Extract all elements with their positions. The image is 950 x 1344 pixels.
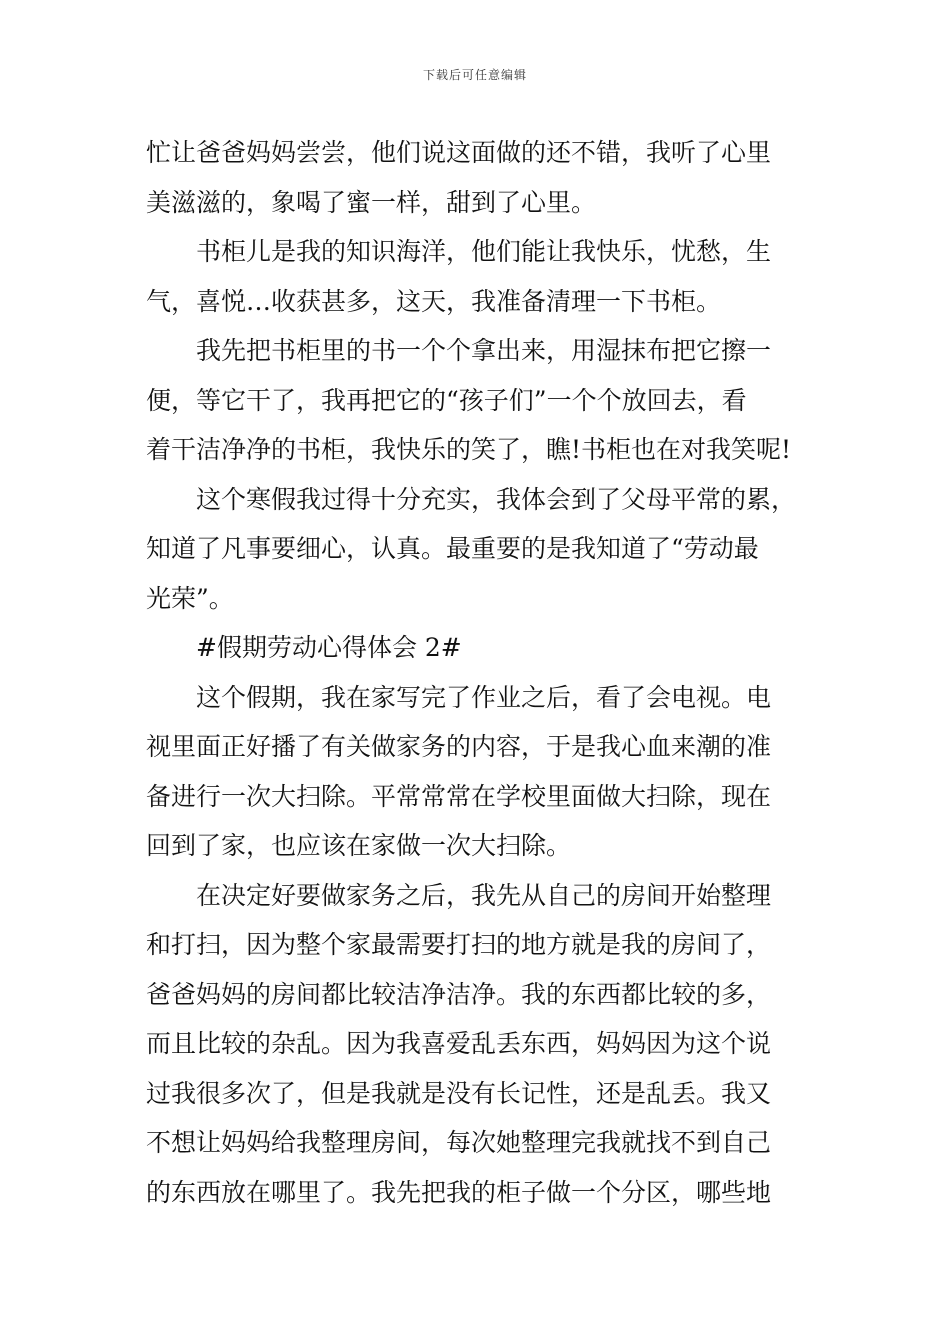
text-line: 忙让爸爸妈妈尝尝，他们说这面做的还不错，我听了心里 xyxy=(146,138,772,167)
document-body xyxy=(146,128,811,1217)
page-header-note: 下载后可任意编辑 xyxy=(422,68,527,82)
text-line: 的东西放在哪里了。我先把我的柜子做一个分区，哪些地 xyxy=(146,1177,772,1207)
text-line: 这个假期，我在家写完了作业之后，看了会电视。电 xyxy=(196,682,772,712)
text-line: 着干洁净净的书柜，我快乐的笑了，瞧!书柜也在对我笑呢! xyxy=(146,435,792,464)
text-line: 便，等它干了，我再把它的“孩子们”一个个放回去，看 xyxy=(146,385,747,415)
text-line: 这个寒假我过得十分充实，我体会到了父母平常的累， xyxy=(196,484,797,514)
text-line: 我先把书柜里的书一个个拿出来，用湿抹布把它擦一 xyxy=(196,336,772,365)
text-line: 过我很多次了，但是我就是没有长记性，还是乱丢。我又 xyxy=(146,1078,772,1108)
text-line: 爸爸妈妈的房间都比较洁净洁净。我的东西都比较的多， xyxy=(146,979,772,1009)
text-line: 视里面正好播了有关做家务的内容，于是我心血来潮的准 xyxy=(146,732,772,761)
text-line: 美滋滋的，象喝了蜜一样，甜到了心里。 xyxy=(146,187,597,217)
text-line: 书柜儿是我的知识海洋，他们能让我快乐，忧愁，生 xyxy=(196,237,772,266)
text-line: 回到了家，也应该在家做一次大扫除。 xyxy=(146,831,572,860)
text-line: 知道了凡事要细心，认真。最重要的是我知道了“劳动最 xyxy=(146,534,759,563)
text-line: 在决定好要做家务之后，我先从自己的房间开始整理 xyxy=(196,880,772,910)
text-line: 备进行一次大扫除。平常常常在学校里面做大扫除，现在 xyxy=(146,781,772,811)
text-line: #假期劳动心得体会 2# xyxy=(196,633,462,662)
text-line: 气，喜悦…收获甚多，这天，我准备清理一下书柜。 xyxy=(146,286,722,316)
text-line: 光荣”。 xyxy=(146,583,234,613)
text-line: 不想让妈妈给我整理房间，每次她整理完我就找不到自己 xyxy=(146,1128,772,1157)
text-line: 和打扫，因为整个家最需要打扫的地方就是我的房间了， xyxy=(146,930,772,959)
text-line: 而且比较的杂乱。因为我喜爱乱丢东西，妈妈因为这个说 xyxy=(146,1029,772,1058)
